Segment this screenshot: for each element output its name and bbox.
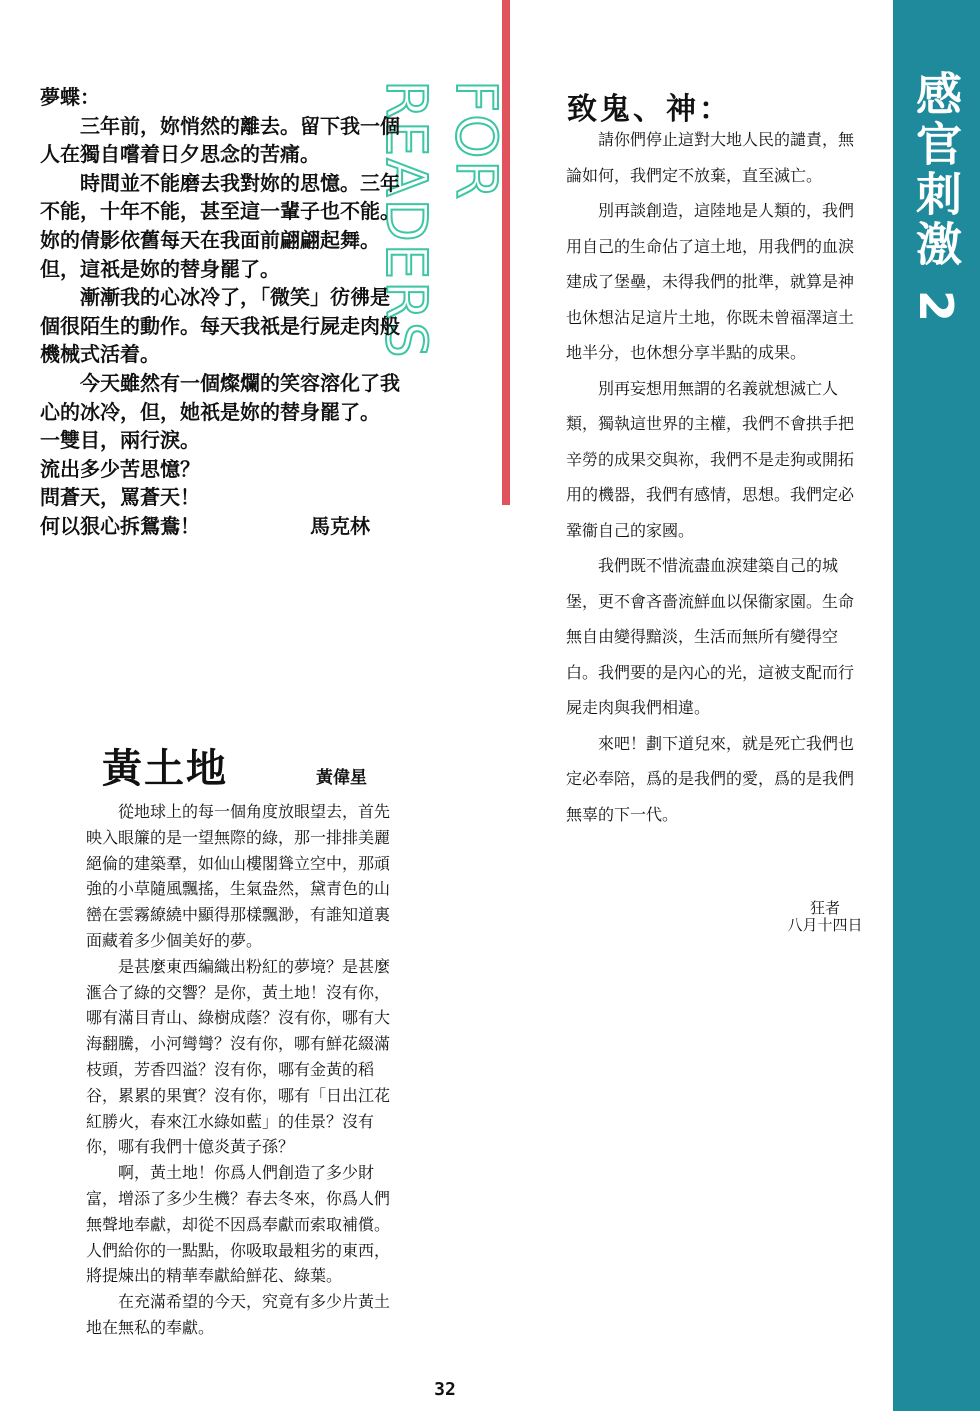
poem-paragraph: 時間並不能磨去我對妳的思憶。三年不能，十年不能，甚至這一輩子也不能。妳的倩影依舊每天在我面前翩翩起舞。但，這祇是妳的替身罷了。	[40, 170, 400, 281]
section-title-vertical: 感官刺激 2	[909, 70, 963, 327]
essay-left-author: 黃偉星	[316, 768, 367, 788]
essay-right-paragraph: 我們既不惜流盡血淚建築自己的城堡，更不會吝嗇流鮮血以保衞家園。生命無自由變得黯淡，生活而無所有變得空白。我們要的是內心的光，這被支配而行屍走肉與我們相違。	[566, 556, 855, 717]
poem-verse: 流出多少苦思憶？	[40, 456, 200, 481]
for-readers-label: FOR READERS	[373, 80, 508, 360]
poem-author: 馬克林	[310, 513, 370, 538]
essay-right-paragraph: 請你們停止這對大地人民的譴責，無論如何，我們定不放棄，直至滅亡。	[566, 130, 855, 185]
essay-left-title: 黃土地	[102, 745, 228, 792]
essay-right-paragraph: 別再談創造，這陸地是人類的，我們用自己的生命佔了這土地，用我們的血淚建成了堡壘，未得我們的批準，就算是神也休想沾足這片土地，你既未曾福澤這土地半分，也休想分享半點的成果。	[566, 201, 855, 362]
poem-paragraph: 三年前，妳悄然的離去。留下我一個人在獨自嚐着日夕思念的苦痛。	[40, 113, 400, 167]
essay-right-title: 致鬼、神：	[567, 92, 732, 127]
poem-paragraph: 今天雖然有一個燦爛的笑容溶化了我心的冰冷，但，她祇是妳的替身罷了。	[40, 370, 400, 424]
poem-verse: 何以狠心拆鴛鴦！	[40, 513, 200, 538]
essay-left-paragraph: 在充滿希望的今天，究竟有多少片黃土地在無私的奉獻。	[86, 1292, 391, 1337]
poem-verse: 一雙目，兩行淚。	[40, 428, 200, 453]
essay-right-signature-block	[770, 900, 880, 934]
essay-right-paragraph: 來吧！劃下道兒來，就是死亡我們也定必奉陪，爲的是我們的愛，爲的是我們無辜的下一代。	[566, 733, 855, 824]
essay-left-paragraph: 從地球上的每一個角度放眼望去，首先映入眼簾的是一望無際的綠，那一排排美麗絕倫的建築羣，如仙山樓閣聳立空中，那頑強的小草隨風飄搖，生氣盎然，黛青色的山巒在雲霧繚繞中顯得那樣飄渺，有誰知道裏面藏着多少個美好的夢。	[86, 802, 391, 950]
essay-left-body	[86, 799, 396, 1341]
poem-last-line	[40, 512, 400, 541]
poem-letter	[40, 83, 400, 541]
essay-right-paragraph: 別再妄想用無謂的名義就想滅亡人類，獨執這世界的主權，我們不會拱手把辛勞的成果交與祢，我們不是走狗或開拓用的機器，我們有感情，思想。我們定必鞏衞自己的家國。	[566, 378, 855, 540]
essay-left-paragraph: 啊，黃土地！你爲人們創造了多少財富，增添了多少生機？春去冬來，你爲人們無聲地奉獻，却從不因爲奉獻而索取補償。人們給你的一點點，你吸取最粗劣的東西，將提煉出的精華奉獻給鮮花、綠葉。	[86, 1163, 391, 1286]
page-number: 32	[434, 1379, 456, 1400]
poem-paragraph: 漸漸我的心冰冷了，「微笑」彷彿是個很陌生的動作。每天我祇是行屍走肉般機械式活着。	[40, 285, 400, 367]
poem-verse: 問蒼天，罵蒼天！	[40, 485, 200, 510]
poem-salutation: 夢蝶：	[40, 85, 100, 109]
essay-left-paragraph: 是甚麼東西編織出粉紅的夢境？是甚麼滙合了綠的交響？是你，黃土地！沒有你，哪有滿目青山、綠樹成蔭？沒有你，哪有大海翻騰，小河彎彎？沒有你，哪有鮮花綴滿枝頭，芳香四溢？沒有你，哪有金黃的稻谷，累累的果實？沒有你，哪有「日出江花紅勝火，春來江水綠如藍」的佳景？沒有你，哪有我們十億炎黃子孫？	[86, 956, 391, 1157]
essay-right-date: 八月十四日	[787, 916, 863, 934]
essay-right-signature: 狂者	[809, 899, 840, 917]
essay-right-body	[566, 122, 862, 832]
